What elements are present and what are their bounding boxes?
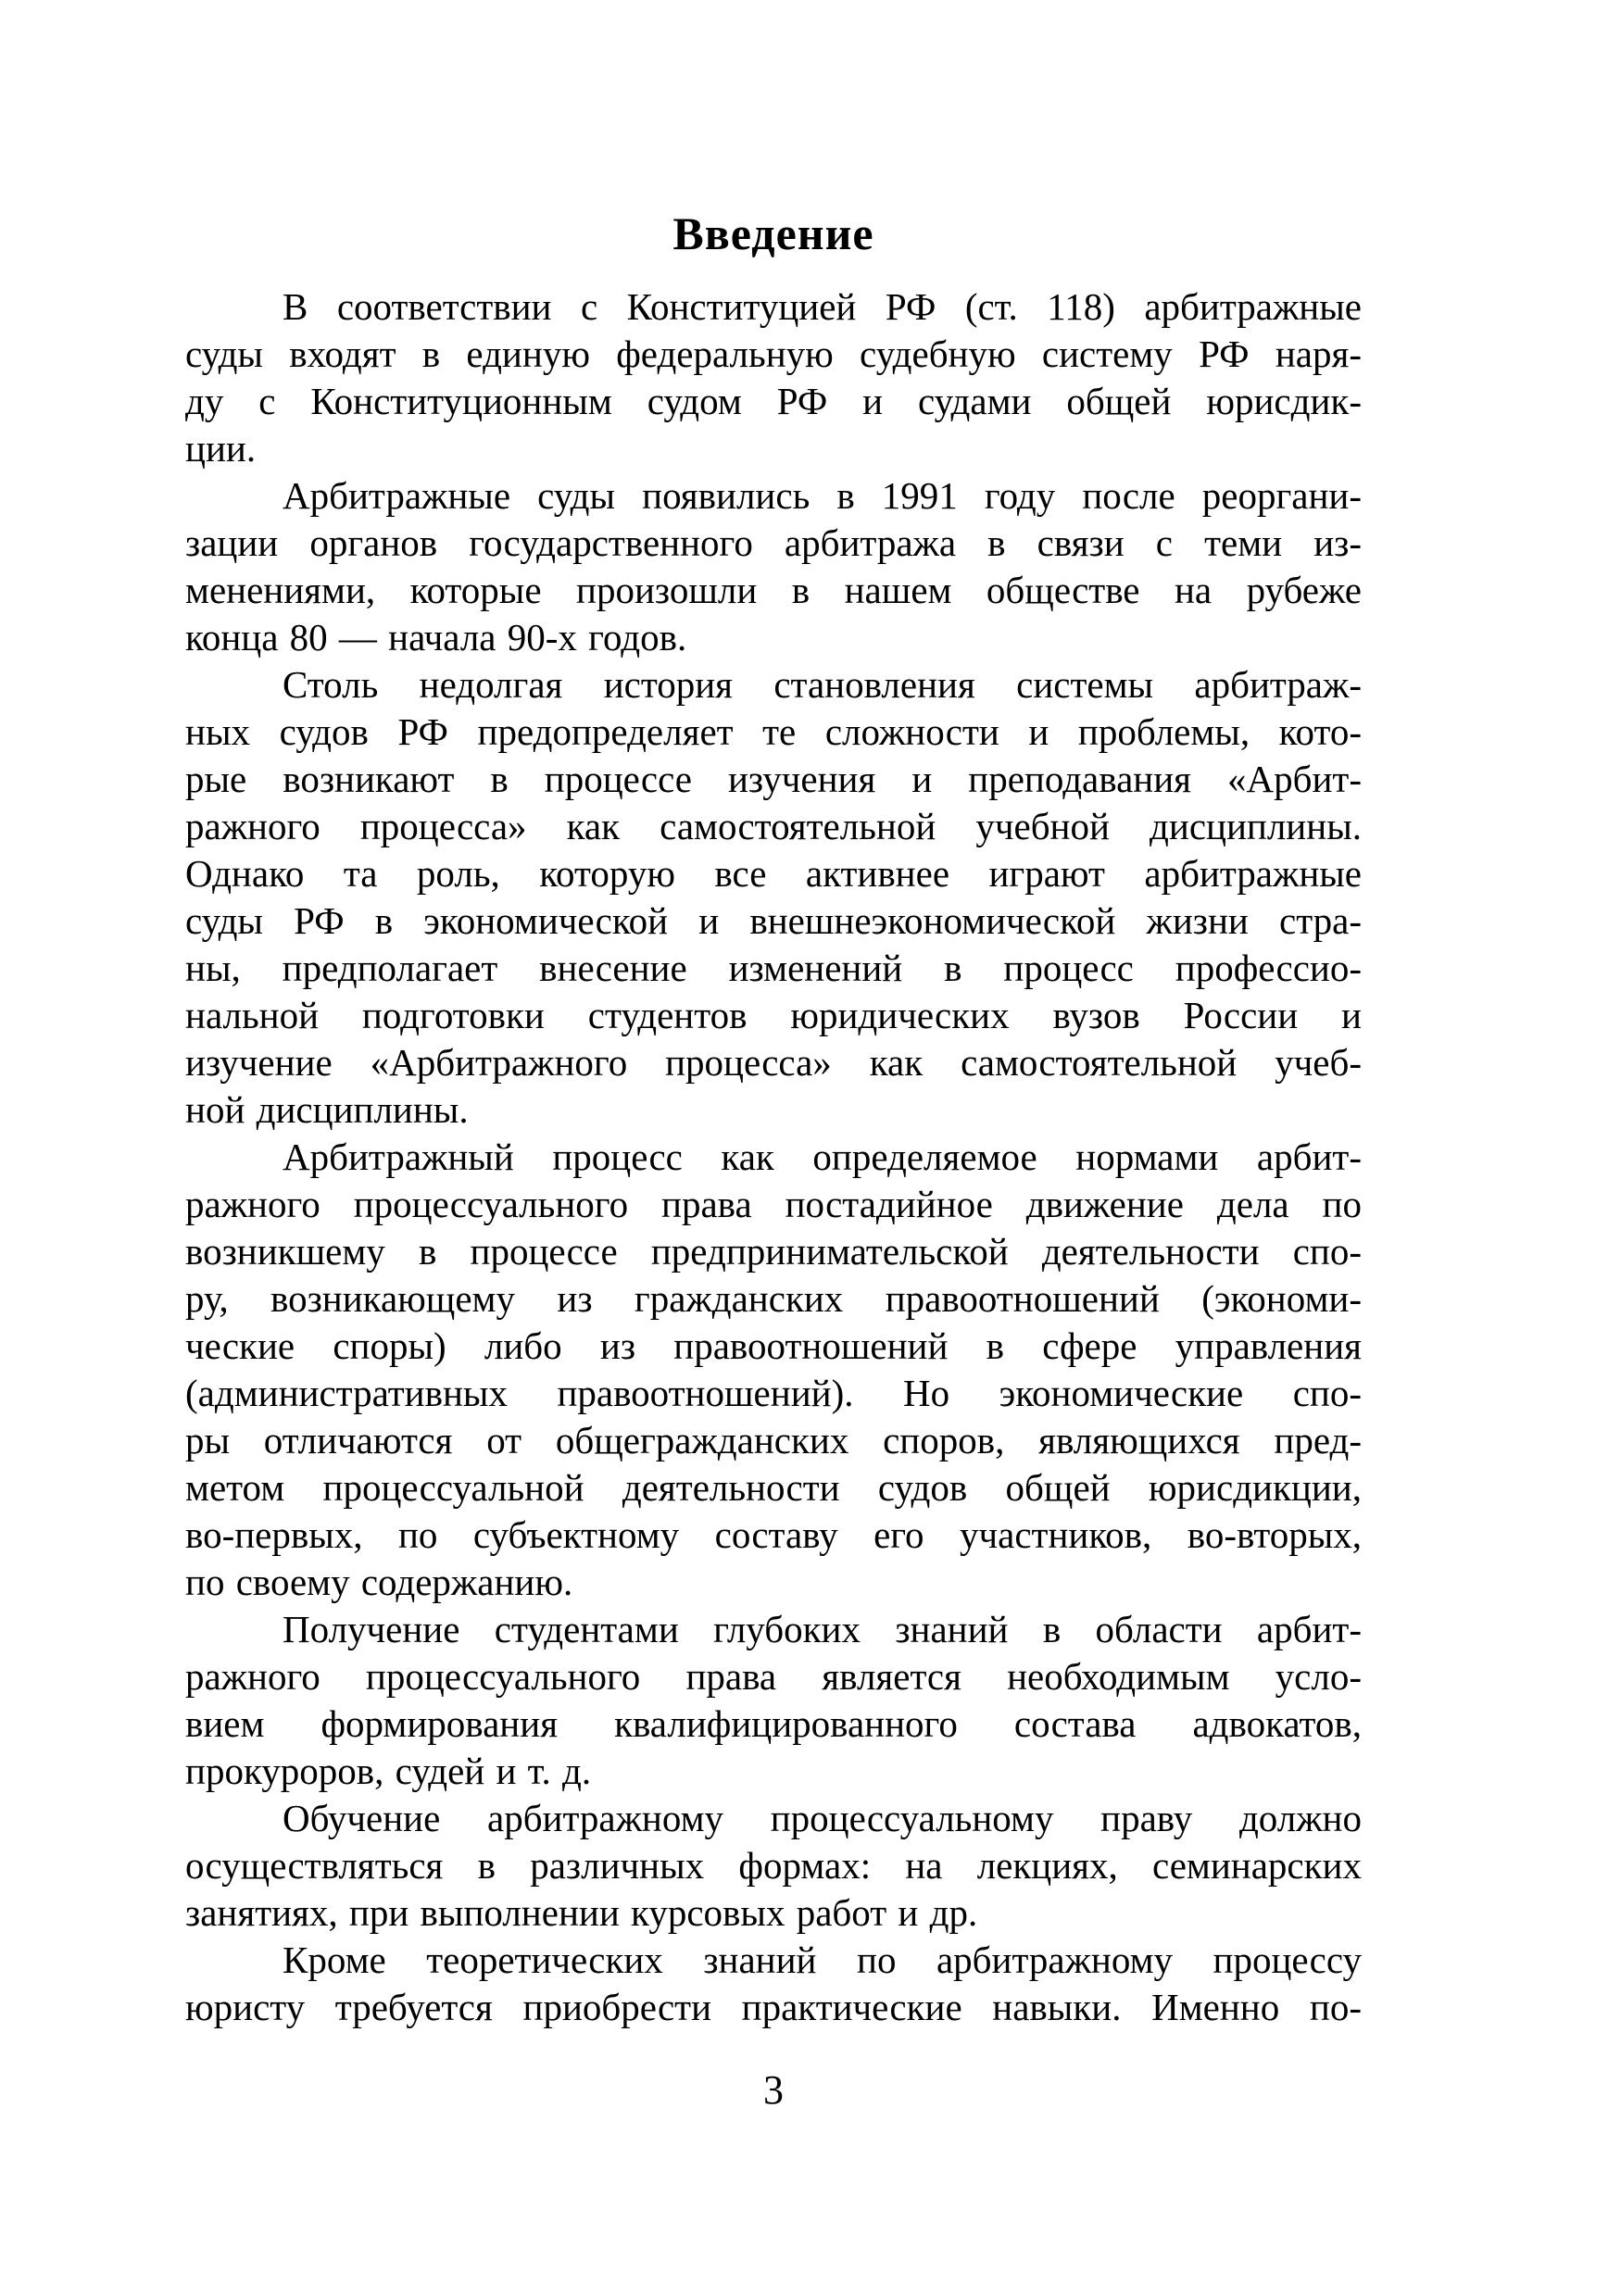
text-line: Получение студентами глубоких знаний в области арбит- <box>283 1608 1362 1650</box>
text-line: изучение «Арбитражного процесса» как самостоятельной учеб- <box>185 1041 1362 1084</box>
text-line: Обучение арбитражному процессуальному праву должно <box>283 1797 1362 1839</box>
text-line: суды входят в единую федеральную судебную систему РФ наря- <box>185 332 1362 375</box>
document-content <box>185 207 1362 2031</box>
paragraph <box>185 283 1362 472</box>
text-line: возникшему в процессе предпринимательской деятельности спо- <box>185 1230 1362 1273</box>
text-line: конца 80 — начала 90-х годов. <box>185 616 687 659</box>
text-line: ру, возникающему из гражданских правоотношений (экономи- <box>185 1277 1362 1320</box>
page-number: 3 <box>763 2067 784 2113</box>
paragraph <box>185 661 1362 1134</box>
text-line: нальной подготовки студентов юридических вузов России и <box>185 994 1362 1036</box>
paragraph <box>185 1134 1362 1606</box>
paragraph <box>185 472 1362 661</box>
text-line: ры отличаются от общегражданских споров, являющихся пред- <box>185 1419 1362 1462</box>
text-line: ражного процессуального права постадийное движение дела по <box>185 1183 1362 1225</box>
text-line: ной дисциплины. <box>185 1088 469 1131</box>
text-line: юристу требуется приобрести практические навыки. Именно по- <box>185 1986 1362 2028</box>
text-line: вием формирования квалифицированного состава адвокатов, <box>185 1702 1362 1745</box>
text-line: В соответствии с Конституцией РФ (ст. 118) арбитражные <box>283 285 1362 328</box>
text-line: Арбитражный процесс как определяемое нормами арбит- <box>283 1135 1362 1178</box>
text-line: ражного процессуального права является необходимым усло- <box>185 1655 1362 1698</box>
text-line: Столь недолгая история становления системы арбитраж- <box>283 663 1362 706</box>
paragraph <box>185 1937 1362 2031</box>
text-line: Арбитражные суды появились в 1991 году после реоргани- <box>283 474 1362 517</box>
text-line: осуществляться в различных формах: на лекциях, семинарских <box>185 1844 1362 1887</box>
text-line: Кроме теоретических знаний по арбитражному процессу <box>283 1938 1362 1981</box>
paragraph <box>185 1795 1362 1937</box>
text-line: по своему содержанию. <box>185 1561 573 1603</box>
text-line: во-первых, по субъектному составу его участников, во-вторых, <box>185 1513 1362 1556</box>
text-line: метом процессуальной деятельности судов общей юрисдикции, <box>185 1466 1362 1509</box>
text-line: Однако та роль, которую все активнее играют арбитражные <box>185 852 1362 895</box>
text-line: рые возникают в процессе изучения и преподавания «Арбит- <box>185 758 1362 800</box>
text-line: суды РФ в экономической и внешнеэкономической жизни стра- <box>185 899 1362 942</box>
text-line: ны, предполагает внесение изменений в процесс профессио- <box>185 947 1362 989</box>
text-line: ных судов РФ предопределяет те сложности и проблемы, кото- <box>185 710 1362 753</box>
text-line: зации органов государственного арбитража в связи с теми из- <box>185 521 1362 564</box>
text-line: прокуроров, судей и т. д. <box>185 1750 592 1792</box>
text-line: ражного процесса» как самостоятельной учебной дисциплины. <box>185 805 1362 847</box>
text-line: ции. <box>185 427 257 470</box>
text-line: менениями, которые произошли в нашем обществе на рубеже <box>185 569 1362 611</box>
document-body <box>185 283 1362 2031</box>
text-line: ческие споры) либо из правоотношений в сфере управления <box>185 1324 1362 1367</box>
text-line: ду с Конституционным судом РФ и судами общей юрисдик- <box>185 380 1362 422</box>
text-line: занятиях, при выполнении курсовых работ и др. <box>185 1891 978 1934</box>
paragraph <box>185 1606 1362 1795</box>
page-title: Введение <box>672 207 874 259</box>
text-line: (административных правоотношений). Но экономические спо- <box>185 1372 1362 1414</box>
